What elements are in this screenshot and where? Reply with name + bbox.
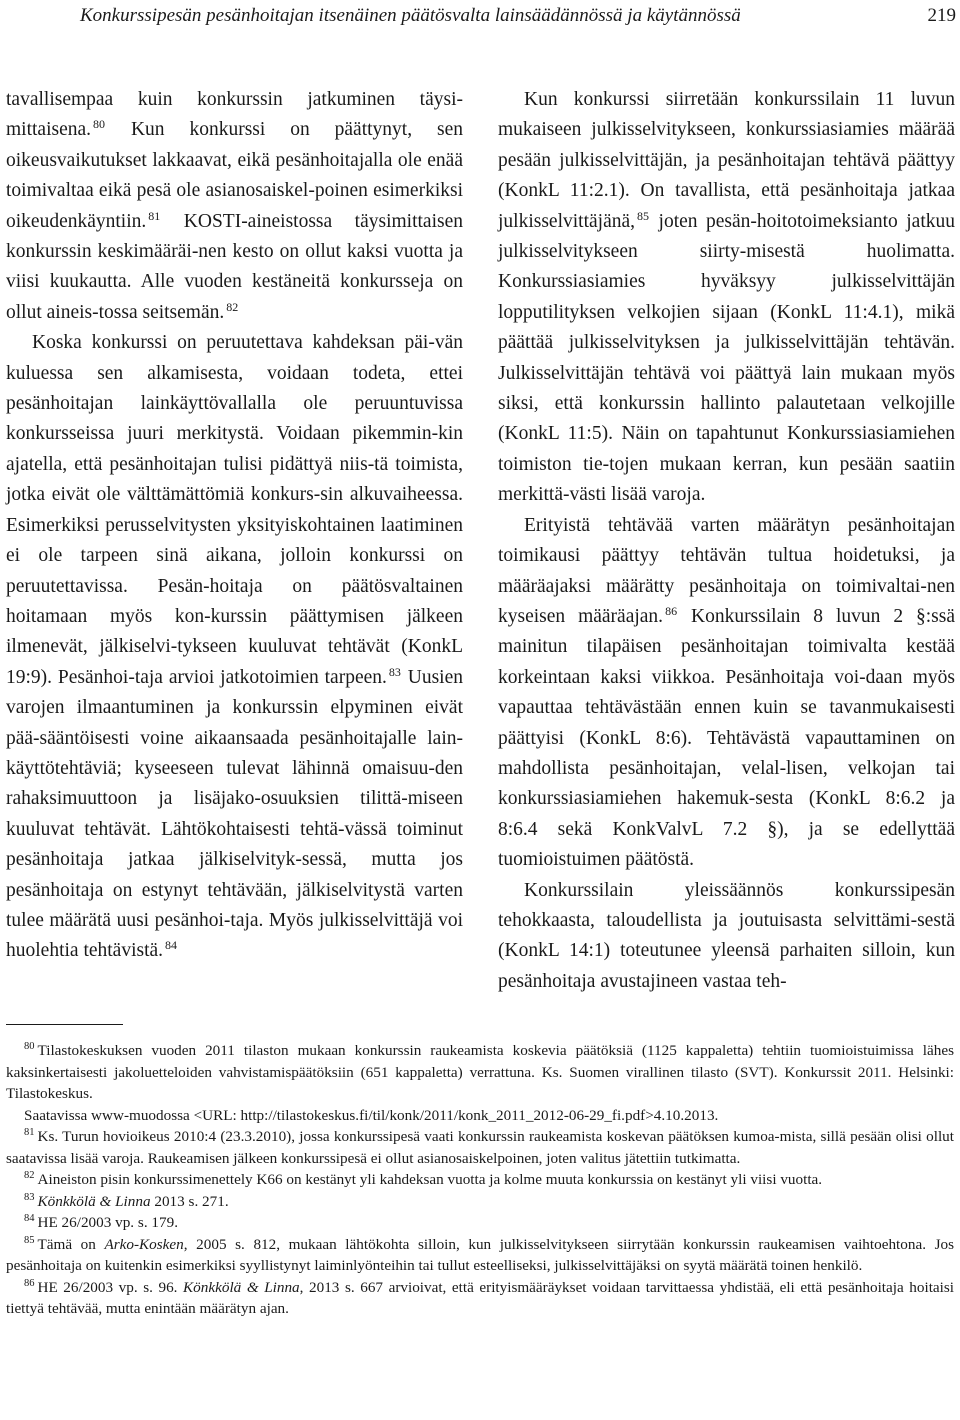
- footnote-84: $^{84}$ HE 26/2003 vp. s. 179.: [24, 1213, 178, 1231]
- left-paragraph-2: Koska konkurssi on peruutettava kahdeksan päi-vän kuluessa sen alkamisesta, voidaan todeta, ettei pesänhoitajan lainkäyttövallalla ole peruuntuvissa konkursseissa juuri merkitystä. Voidaan pikemmin-kin ajatella, että pesänhoitajan tulisi pidättyä niis-tä toimista, jotka eivät ole välttämättömiä konkurs-sin alkuvaiheessa. Esimerkiksi perusselvitysten yksityiskohtainen laatiminen ei ole tarpeen sinä aikana, jolloin konkurssi on peruutettavissa. Pesän-hoitaja on päätösvaltainen hoitamaan myös kon-kurssin päättymisen jälkeen ilmenevät, jälkiselvi-tykseen kuuluvat tehtävät (KonkL 19:9). Pesänhoi-taja arvioi jatkotoimien tarpeen. $^{83}$ Uusien varojen ilmaantuminen ja konkurssin elpyminen eivät pää-sääntöisesti voine aikaansaada pesänhoitajalle lain-käyttötehtäviä; kyseeseen tulevat lähinnä omaisuu-den rahaksimuuttoon ja lisäjako-osuuksien tilittä-miseen kuuluvat tehtävät. Lähtökohtaisesti tehtä-vässä toiminut pesänhoitaja jatkaa jälkiselvityk-sessä, mutta jos pesänhoitaja on estynyt tehtävään, jälkiselvitystä varten tulee määrätä uusi pesänhoi-taja. Myös julkisselvittäjä voi huolehtia tehtävistä. $^{84}$: [6, 332, 464, 962]
- footnote-80-continued: Saatavissa www-muodossa <URL: http://tilastokeskus.fi/til/konk/2011/konk_2011_2012-06-29_fi.pdf>4.10.2013.: [24, 1106, 719, 1124]
- footnote-ref-81[interactable]: 81: [148, 208, 161, 223]
- footnotes: [6, 1040, 954, 1320]
- right-paragraph-3: Konkurssilain yleissäännös konkurssipesän tehokkaasta, taloudellista ja joutuisasta selvittämi-sestä (KonkL 14:1) toteutunee yleensä parhaiten silloin, kun pesänhoitaja avustajineen vastaa teh-: [498, 879, 955, 992]
- right-paragraph-1: Kun konkurssi siirretään konkurssilain 11 luvun mukaiseen julkisselvitykseen, konkurssiasiamies määrää pesään julkisselvittäjän, ja pesänhoitajan tehtävä päättyy (KonkL 11:2.1). On tavallista, että pesänhoitaja jatkaa julkisselvittäjänä, $^{85}$ joten pesän-hoitotoimeksianto jatkuu julkisselvitykseen siirty-misestä huolimatta. Konkurssiasiamies hyväksyy julkisselvittäjän lopputilityksen velkojien sijaan (KonkL 11:4.1), mikä päättää julkisselvityksen ja julkisselvittäjän tehtävän. Julkisselvittäjän tehtävä voi päättyä lain mukaan myös siksi, että konkurssin hallinto palautetaan velkojille (KonkL 11:5). Näin on tapahtunut Konkurssiasiamiehen toimiston tie-tojen mukaan kerran, kun pesään saatiin merkittä-västi lisää varoja.: [498, 89, 955, 506]
- right-column: [498, 85, 955, 997]
- footnote-85: $^{85}$ Tämä on Arko-Kosken, 2005 s. 812, mukaan lähtökohta silloin, kun julkisselvitykseen siirrytään konkurssin raukeamisen vaihtoehtona. Jos pesänhoitaja on kuitenkin esimerkiksi syyllistynyt laiminlyönteihin tai tullut esteelliseksi, julkisselvittäjäksi on syytä määrätä toinen henkilö.: [6, 1234, 954, 1274]
- footnote-81: $^{81}$ Ks. Turun hovioikeus 2010:4 (23.3.2010), jossa konkurssipesä vaati konkurssin raukeamista koskevan päätöksen kumoa-mista, sillä pesään olisi ollut saatavissa lisää varoja. Raukeamisen jälkeen konkurssipesä ei ollut asianosaiskelpoinen, joten valitus jätettiin tutkimatta.: [6, 1127, 954, 1167]
- footnote-ref-85[interactable]: 85: [637, 208, 650, 223]
- running-header: Konkurssipesän pesänhoitajan itsenäinen päätösvalta lainsäädännössä ja käytännössä: [80, 5, 741, 26]
- footnote-ref-84[interactable]: 84: [165, 938, 178, 953]
- footnote-ref-80[interactable]: 80: [93, 117, 106, 132]
- footnote-ref-82[interactable]: 82: [226, 299, 239, 314]
- footnote-82: $^{82}$ Aineiston pisin konkurssimenettely K66 on kestänyt yli kahdeksan vuotta ja kolme muuta konkurssia on kestänyt yli viisi vuotta.: [24, 1170, 823, 1188]
- footnote-83: $^{83}$ Könkkölä & Linna 2013 s. 271.: [24, 1191, 229, 1210]
- footnote-ref-83[interactable]: 83: [388, 664, 401, 679]
- left-paragraph-1: tavallisempaa kuin konkurssin jatkuminen täysi-mittaisena. $^{80}$ Kun konkurssi on päättynyt, sen oikeusvaikutukset lakkaavat, eikä pesänhoitajalla ole enää toimivaltaa eikä pesä ole asianosaiskel-poinen esimerkiksi oikeudenkäyntiin. $^{81}$ KOSTI-aineistossa täysimittaisen konkurssin keskimääräi-nen kesto on ollut kaksi vuotta ja viisi kuukautta. Alle vuoden kestäneitä konkursseja on ollut aineis-tossa seitsemän. $^{82}$: [6, 89, 463, 323]
- footnote-separator: [6, 1024, 123, 1025]
- right-paragraph-2: Erityistä tehtävää varten määrätyn pesänhoitajan toimikausi päättyy tehtävän tultua hoidetuksi, ja määräajaksi määrätty pesänhoitaja on toimivaltai-nen kyseisen määräajan. $^{86}$ Konkurssilain 8 luvun 2 §:ssä mainitun tilapäisen pesänhoitajan toimivalta kestää korkeintaan kaksi viikkoa. Pesänhoitaja voi-daan myös vapauttaa tehtävästään ennen kuin se tavanmukaisesti päättyisi (KonkL 8:6). Tehtävästä vapauttaminen on mahdollista pesänhoitajan, velal-lisen, velkojan tai konkurssiasiamiehen hakemuk-sesta (KonkL 8:6.2 ja 8:6.4 sekä KonkValvL 7.2 §), ja se edellyttää tuomioistuimen päätöstä.: [498, 514, 955, 871]
- footnote-86: $^{86}$ HE 26/2003 vp. s. 96. Könkkölä & Linna, 2013 s. 667 arvioivat, että erityismääräykset voidaan tarvittaessa yhdistää, eli että pesänhoitaja hoitaisi tiettyä tehtävää, mutta enintään määrätyn ajan.: [6, 1277, 955, 1317]
- left-column: [6, 85, 463, 967]
- page-number: 219: [927, 5, 956, 26]
- footnote-ref-86[interactable]: 86: [665, 603, 678, 618]
- footnote-80: $^{80}$ Tilastokeskuksen vuoden 2011 tilaston mukaan konkurssin raukeamista koskevia päätöksiä (1125 kappaletta) tehtiin tuomioistuimissa lähes kaksinkertaisesti jakoluetteloiden vahvistamispäätöksiin (651 kappaletta) verrattuna. Ks. Suomen virallinen tilasto (SVT). Konkurssit 2011. Helsinki: Tilastokeskus.: [6, 1041, 954, 1102]
